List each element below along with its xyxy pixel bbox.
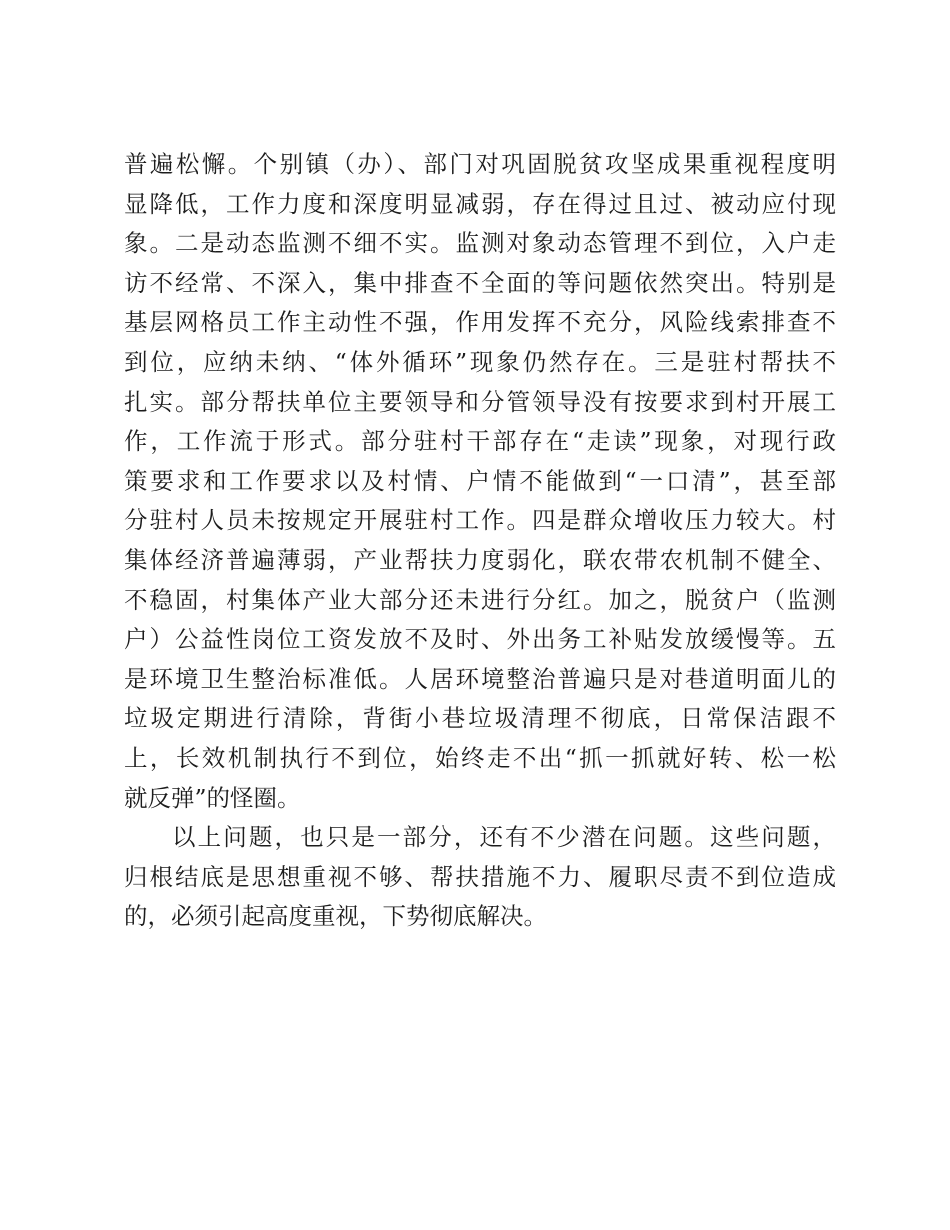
text-line: 归根结底是思想重视不够、帮扶措施不力、履职尽责不到位造成 (124, 862, 836, 891)
text-line: 访不经常、不深入，集中排查不全面的等问题依然突出。特别是 (124, 268, 836, 297)
document-body (124, 145, 836, 937)
text-line: 集体经济普遍薄弱，产业帮扶力度弱化，联农带农机制不健全、 (124, 545, 836, 574)
text-line: 作，工作流于形式。部分驻村干部存在“走读”现象，对现行政 (124, 427, 836, 456)
paragraph-1 (124, 145, 836, 818)
text-line: 到位，应纳未纳、“体外循环”现象仍然存在。三是驻村帮扶不 (124, 347, 836, 376)
text-line: 策要求和工作要求以及村情、户情不能做到“一口清”，甚至部 (124, 466, 836, 495)
text-line: 显降低，工作力度和深度明显减弱，存在得过且过、被动应付现 (124, 189, 836, 218)
text-line: 以上问题，也只是一部分，还有不少潜在问题。这些问题， (172, 823, 836, 852)
text-line: 基层网格员工作主动性不强，作用发挥不充分，风险线索排查不 (124, 308, 836, 337)
text-line: 上，长效机制执行不到位，始终走不出“抓一抓就好转、松一松 (124, 743, 836, 772)
text-line: 就反弹”的怪圈。 (124, 783, 301, 812)
text-line: 不稳固，村集体产业大部分还未进行分红。加之，脱贫户（监测 (124, 585, 836, 614)
paragraph-2 (124, 818, 836, 937)
text-line: 垃圾定期进行清除，背街小巷垃圾清理不彻底，日常保洁跟不 (124, 704, 836, 733)
text-line: 的，必须引起高度重视，下势彻底解决。 (124, 902, 547, 931)
text-line: 普遍松懈。个别镇（办）、部门对巩固脱贫攻坚成果重视程度明 (124, 150, 836, 178)
text-line: 是环境卫生整治标准低。人居环境整治普遍只是对巷道明面儿的 (124, 664, 836, 693)
text-line: 户）公益性岗位工资发放不及时、外出务工补贴发放缓慢等。五 (124, 625, 836, 654)
text-line: 分驻村人员未按规定开展驻村工作。四是群众增收压力较大。村 (124, 506, 836, 535)
text-line: 扎实。部分帮扶单位主要领导和分管领导没有按要求到村开展工 (124, 387, 836, 416)
text-line: 象。二是动态监测不细不实。监测对象动态管理不到位，入户走 (124, 229, 836, 258)
